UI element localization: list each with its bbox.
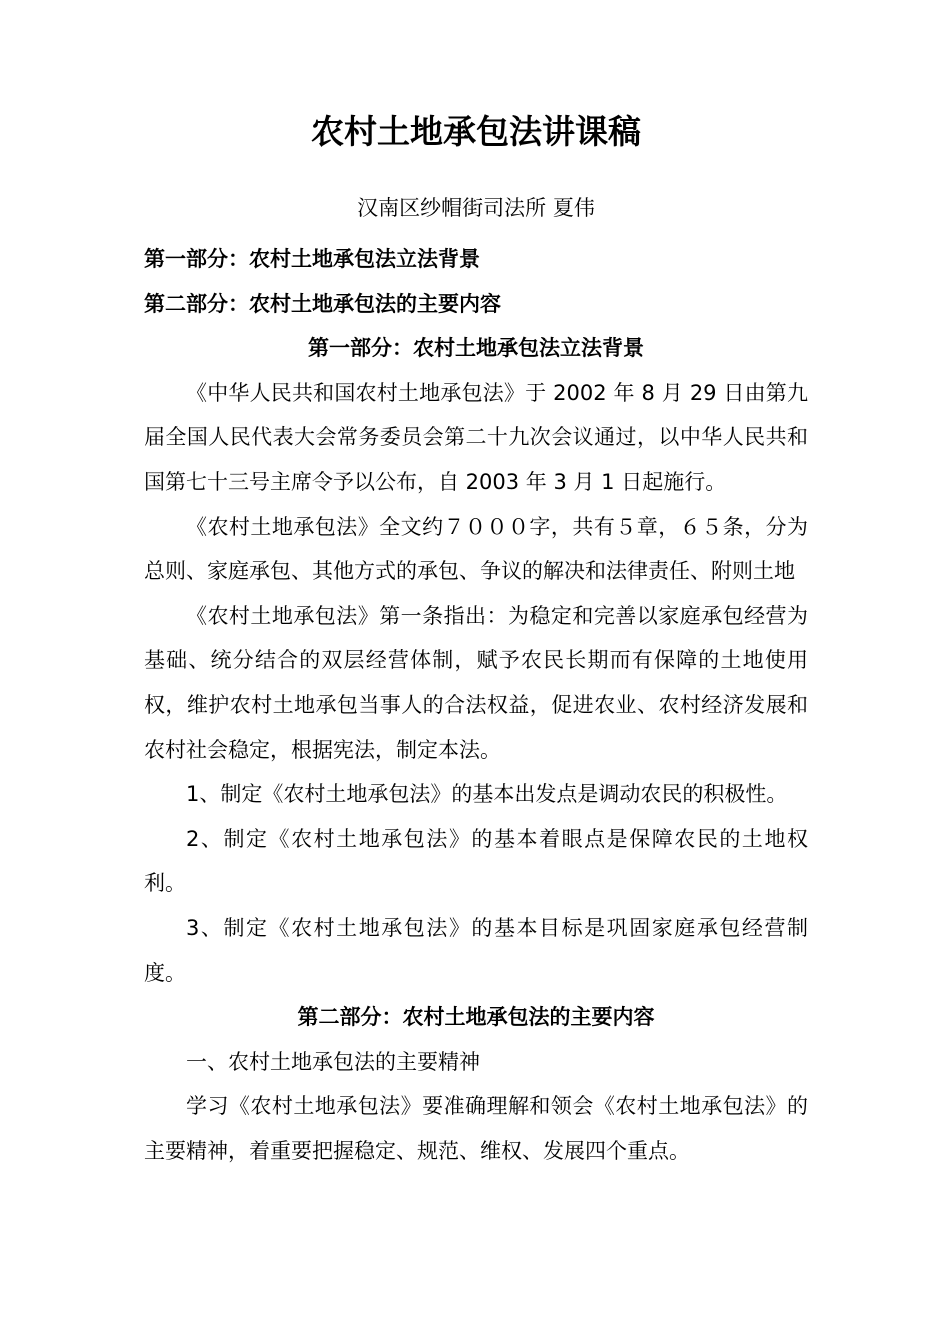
document-title: 农村土地承包法讲课稿 [311,112,641,151]
paragraph: 学习《农村土地承包法》要准确理解和领会《农村土地承包法》的主要精神，着重要把握稳定、规范、维权、发展四个重点。 [144,1094,808,1163]
toc-item-part-2: 第二部分：农村土地承包法的主要内容 [144,291,501,316]
subsection-heading: 一、农村土地承包法的主要精神 [186,1049,480,1074]
paragraph: 《农村土地承包法》全文约７０００字，共有５章，６５条，分为总则、家庭承包、其他方式的承包、争议的解决和法律责任、附则土地 [144,514,808,584]
list-item: 2、制定《农村土地承包法》的基本着眼点是保障农民的土地权利。 [144,826,808,896]
author-line: 汉南区纱帽街司法所 夏伟 [357,196,595,220]
document-body [144,237,808,1173]
list-item: 1、制定《农村土地承包法》的基本出发点是调动农民的积极性。 [186,782,788,807]
toc-item-part-1: 第一部分：农村土地承包法立法背景 [144,247,480,271]
paragraph: 《农村土地承包法》第一条指出：为稳定和完善以家庭承包经营为基础、统分结合的双层经营体制，赋予农民长期而有保障的土地使用权，维护农村土地承包当事人的合法权益，促进农业、农村经济发展和农村社会稳定，根据宪法，制定本法。 [144,603,808,762]
list-item: 3、制定《农村土地承包法》的基本目标是巩固家庭承包经营制度。 [144,915,808,985]
section-1-heading: 第一部分：农村土地承包法立法背景 [308,336,644,361]
section-2-heading: 第二部分：农村土地承包法的主要内容 [297,1005,655,1030]
paragraph: 《中华人民共和国农村土地承包法》于 2002 年 8 月 29 日由第九届全国人民代表大会常务委员会第二十九次会议通过，以中华人民共和国第七十三号主席令予以公布，自 2003 年 3 月 1 日起施行。 [144,380,808,494]
